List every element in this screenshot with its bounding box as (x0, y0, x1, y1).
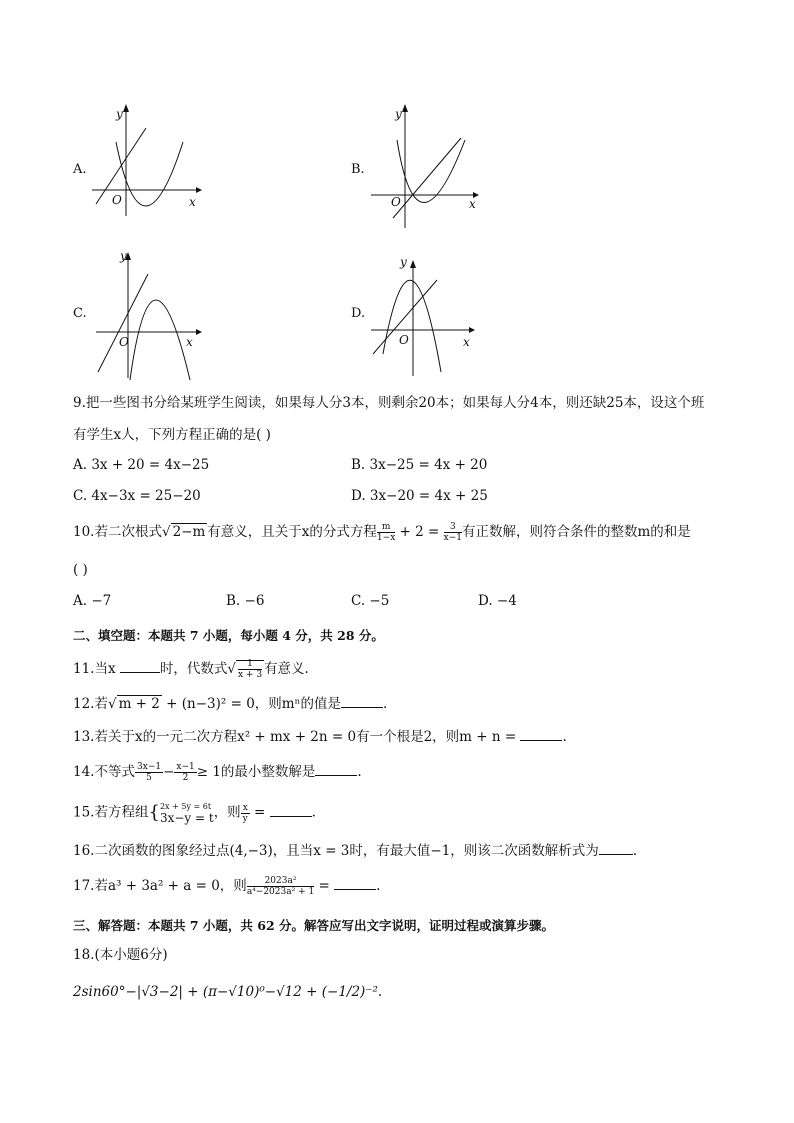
origin-label: O (399, 333, 409, 347)
q10-frac1-denominator: 1−x (376, 533, 396, 543)
parabola (383, 280, 441, 372)
question-17 (73, 876, 380, 897)
q10-fraction-1 (377, 522, 395, 543)
y-axis-label: y (400, 255, 407, 269)
question-14 (73, 762, 362, 783)
q12-text-1: 12.若 (73, 696, 108, 712)
question-13 (73, 727, 567, 747)
x-axis-label: x (186, 335, 193, 349)
q10-option-a: A. −7 (73, 593, 112, 609)
q14-frac1-numerator: 3x−1 (136, 762, 162, 772)
y-axis-label: y (120, 249, 127, 263)
q10-frac1-numerator: m (377, 522, 395, 533)
q17-text-3: . (376, 878, 381, 894)
q9-option-a: A. 3x + 20 = 4x−25 (73, 457, 210, 473)
q9-option-c: C. 4x−3x = 25−20 (73, 488, 201, 504)
section-2-heading: 二、填空题：本题共 7 小题，每小题 4 分，共 28 分。 (73, 628, 384, 643)
parabola (397, 140, 465, 203)
q15-text-3: = (249, 804, 270, 821)
q14-frac1-denominator: 5 (146, 773, 152, 783)
q13-text-1: 13.若关于x的一元二次方程x² + mx + 2n = 0有一个根是2，则m + n = (73, 729, 521, 745)
q15-text-4: . (311, 804, 316, 821)
straight-line (393, 138, 461, 218)
option-b-label: B. (351, 162, 365, 177)
x-axis-label: x (463, 335, 470, 349)
y-axis-arrow (123, 104, 129, 112)
y-axis-label: y (395, 107, 402, 121)
question-12: 12.若√ m + 2 + (n−3)² = 0，则mⁿ的值是 . (73, 696, 388, 712)
origin-label: O (112, 193, 122, 207)
q10-fraction-2 (444, 522, 462, 543)
q9-option-b: B. 3x−25 = 4x + 20 (351, 457, 488, 473)
q15-numerator: x (242, 802, 248, 813)
x-axis-arrow (196, 329, 202, 335)
q17-numerator: 2023a² (247, 876, 314, 887)
q15-denominator: y (242, 813, 248, 824)
x-axis-label: x (189, 195, 196, 209)
q10-frac2-denominator: x−1 (443, 533, 462, 543)
question-18-expression: 2sin60°−|√3−2| + (π−√10)⁰−√12 + (−1/2)⁻². (73, 984, 383, 1000)
q12-radicand: m + 2 (118, 696, 160, 712)
q10-text-1: 10.若二次根式 (73, 524, 162, 540)
y-axis-arrow (402, 104, 408, 112)
q15-fraction (241, 803, 250, 824)
q14-minus: − (163, 764, 175, 780)
q17-answer-blank[interactable] (334, 889, 376, 890)
x-axis-arrow (469, 327, 475, 333)
q17-text-1: 17.若a³ + 3a² + a = 0，则 (73, 878, 247, 894)
q14-text-1: 14.不等式 (73, 764, 135, 780)
q10-text-2: 有意义，且关于x的分式方程 (207, 524, 377, 540)
q10-option-d: D. −4 (478, 593, 517, 609)
x-axis-arrow (196, 187, 202, 193)
question-18-title: 18.(本小题6分) (73, 947, 168, 963)
q17-fraction (247, 876, 314, 897)
q16-text: 16.二次函数的图象经过点(4,−3)，且当x = 3时，有最大值−1，则该二次函数解析式为 (73, 843, 599, 859)
option-a-label: A. (73, 162, 87, 177)
q17-denominator: a⁴−2023a² + 1 (246, 887, 315, 897)
q12-text-2: + (n−3)² = 0，则mⁿ的值是 (161, 696, 341, 712)
q14-frac2-denominator: 2 (182, 773, 189, 783)
q15-equation-system (160, 802, 214, 824)
q17-text-2: = (314, 878, 335, 894)
x-axis-label: x (469, 197, 476, 211)
q10-text-3: + 2 = (395, 524, 444, 540)
origin-label: O (391, 195, 401, 209)
q11-radicand (236, 659, 264, 680)
q11-text-2: 时，代数式 (159, 661, 228, 677)
q10-option-c: C. −5 (351, 593, 390, 609)
q14-text-2: ≥ 1的最小整数解是 (196, 764, 316, 780)
q11-denominator: x + 3 (237, 670, 263, 680)
graph-d (365, 250, 485, 380)
q9-option-d: D. 3x−20 = 4x + 25 (351, 488, 488, 504)
q11-numerator: 1 (238, 659, 262, 670)
q14-frac2-numerator: x−1 (176, 762, 195, 772)
q12-text-3: . (382, 696, 388, 712)
q15-equation-2: 3x−y = t (159, 811, 214, 825)
question-11: 11.当x 时，代数式√ $\frac{1}{x + 3}$ 有意义. (73, 659, 309, 680)
section-3-heading: 三、解答题：本题共 7 小题，共 62 分。解答应写出文字说明，证明过程或演算步骤。 (73, 918, 555, 933)
q15-equation-1: 2x + 5y = 6t (159, 802, 212, 811)
q13-answer-blank[interactable] (520, 740, 562, 741)
question-10-line-1: 10.若二次根式√ 2−m 有意义，且关于x的分式方程 $\frac{m}{1-x}$ + 2 = $\frac{3}{x-1}$ 有正数解，则符合条件的整数m的和是 (73, 522, 691, 543)
option-c-label: C. (73, 306, 87, 321)
q10-radicand: 2−m (172, 524, 206, 540)
question-9-line-2: 有学生x人，下列方程正确的是( ) (73, 427, 271, 443)
y-axis-arrow (410, 260, 416, 268)
q16-answer-blank[interactable] (599, 854, 633, 855)
y-axis-label: y (116, 107, 123, 121)
q11-text-3: 有意义. (264, 661, 309, 677)
question-9-line-1: 9.把一些图书分给某班学生阅读，如果每人分3本，则剩余20本；如果每人分4本，则还缺25本，设这个班 (73, 395, 705, 411)
option-d-label: D. (351, 306, 366, 321)
q11-fraction (238, 659, 262, 680)
origin-label: O (119, 335, 129, 349)
q10-text-4: 有正数解，则符合条件的整数m的和是 (462, 524, 691, 540)
q11-answer-blank[interactable] (120, 672, 160, 673)
question-16 (73, 841, 637, 861)
q14-fraction-2 (174, 762, 196, 783)
q15-answer-blank[interactable] (270, 816, 312, 817)
q14-text-3: . (357, 764, 362, 780)
graph-a (88, 100, 208, 220)
q15-text-1: 15.若方程组 (73, 804, 149, 821)
q15-text-2: ，则 (213, 804, 241, 821)
q16-end: . (632, 843, 638, 859)
q10-frac2-numerator: 3 (444, 522, 462, 533)
parabola (130, 300, 190, 380)
q13-text-2: . (562, 729, 567, 745)
graph-c (92, 248, 212, 383)
graph-b (365, 100, 485, 230)
question-15: 15.若方程组{ 2x + 5y = 6t 3x−y = t ，则 $\frac{x}{y}$ = . (73, 802, 316, 825)
q11-text-1: 11.当x (73, 661, 120, 677)
q10-option-b: B. −6 (226, 593, 265, 609)
q14-fraction-1 (135, 762, 163, 783)
straight-line (98, 274, 148, 372)
q14-answer-blank[interactable] (315, 775, 357, 776)
question-10-line-2: ( ) (73, 562, 88, 578)
q12-answer-blank[interactable] (341, 707, 383, 708)
